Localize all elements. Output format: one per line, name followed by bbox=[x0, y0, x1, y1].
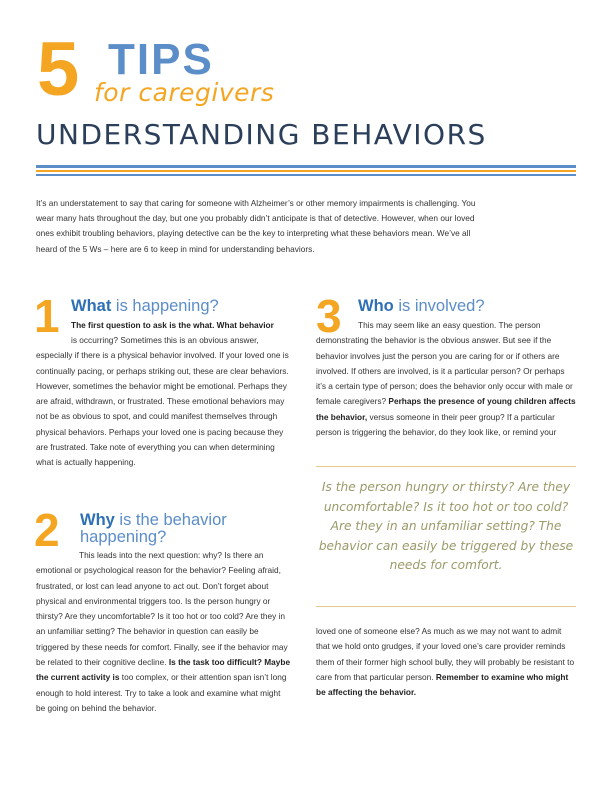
header-tips: TIPS bbox=[108, 35, 214, 84]
section-number-1: 1 bbox=[34, 290, 60, 342]
section-title-who bbox=[358, 298, 578, 315]
section-title-rest: is the behavior happening? bbox=[80, 511, 227, 547]
section-2-body bbox=[36, 548, 291, 716]
section-title-rest: is happening? bbox=[111, 297, 219, 315]
section-1-body bbox=[36, 333, 291, 471]
header-number: 5 bbox=[37, 27, 78, 112]
pull-quote: Is the person hungry or thirsty? Are they uncomfortable? Is it too hot or too cold? Are they in an unfamiliar setting? The behavior can easily be triggered by these needs for comfort. bbox=[318, 480, 574, 572]
section-1-body-text: is occurring? Sometimes this is an obvious answer, especially if there is a physical behavior involved. If your loved one is continually pacing, or perhaps striking out, these are clear behaviors. However, sometimes the behavior might be emotional. Perhaps they are afraid, withdrawn, or frustrated. These emotional behaviors may not be as obvious to spot, and could manifest themselves through physical behaviors. Perhaps your loved one is pacing because they are frustrated. Take note of everything you can when determining what is actually happening. bbox=[36, 335, 289, 468]
pull-quote-bottom-rule bbox=[316, 606, 576, 607]
section-number-2: 2 bbox=[34, 504, 60, 556]
section-number-3: 3 bbox=[316, 290, 342, 342]
section-1-lead-text: The first question to ask is the what. What behavior bbox=[71, 320, 274, 330]
section-title-rest: is involved? bbox=[393, 297, 485, 315]
section-title-what bbox=[71, 298, 291, 315]
section-title-keyword: Why bbox=[80, 511, 115, 529]
section-3-emphasis: Perhaps the presence of young children affects the behavior, bbox=[316, 396, 576, 422]
section-3-body-pre: This may seem like an easy question. The person demonstrating the behavior is the obvious answer. But see if the behavior involves just the person you are caring for or if others are involved. If others are involved, is it a particular person? Or perhaps it’s a certain type of person; does the behavior only occur with male or female caregivers? bbox=[316, 320, 573, 407]
header-divider-blue bbox=[36, 165, 576, 168]
header-for-caregivers: for caregivers bbox=[94, 78, 275, 107]
section-3-continuation-body: loved one of someone else? As much as we may not want to admit that we hold onto grudges, if your loved one’s care provider reminds them of their former high school bully, they will probably be resistant to care from that particular person. bbox=[316, 626, 575, 682]
section-title-keyword: What bbox=[71, 297, 112, 315]
section-title-keyword: Who bbox=[358, 297, 394, 315]
section-2-body-pre: This leads into the next question: why? Is there an emotional or psychological reason for the behavior? Feeling afraid, frustrated, or lost can lead anyone to act out. Don’t forget about physical and environmental triggers too. Is the person hungry or thirsty? Are they uncomfortable? Is it too hot or too cold? Are they in an unfamiliar setting? The behavior in question can easily be triggered by these needs for comfort. Finally, see if the behavior may be related to their cognitive decline. bbox=[36, 550, 288, 668]
section-3-continuation-text bbox=[316, 624, 576, 700]
section-3-closing: Remember to examine who might be affecting the behavior. bbox=[316, 671, 569, 698]
section-3-body bbox=[316, 318, 576, 440]
pull-quote-top-rule bbox=[316, 466, 576, 467]
intro-paragraph: It’s an understatement to say that caring for someone with Alzheimer’s or other memory impairments is challenging. You wear many hats throughout the day, but one you probably didn’t anticipate is that of detective. However, when our loved ones exhibit troubling behaviors, playing detective can be the key to interpreting what these behaviors mean. We’ve all heard of the 5 Ws – here are 6 to keep in mind for understanding behaviors. bbox=[36, 198, 476, 254]
section-2-body-post: too complex, or their attention span isn’t long enough to hold interest. Try to take a look and examine what might be going on behind the behavior. bbox=[36, 672, 287, 713]
section-2-emphasis: Is the task too difficult? Maybe the current activity is bbox=[36, 657, 291, 683]
header-divider-blue-thin bbox=[36, 174, 576, 176]
section-2-body-text bbox=[36, 548, 291, 716]
section-3-body-post: versus someone in their peer group? If a particular person is triggering the behavior, do they look like, or remind your bbox=[316, 411, 557, 438]
section-3-continuation bbox=[316, 624, 576, 700]
section-3-body-text bbox=[316, 318, 576, 440]
section-1-lead bbox=[71, 318, 291, 333]
page-title: UNDERSTANDING BEHAVIORS bbox=[36, 118, 487, 151]
header-divider-orange bbox=[36, 170, 576, 173]
section-title-why bbox=[80, 512, 250, 547]
